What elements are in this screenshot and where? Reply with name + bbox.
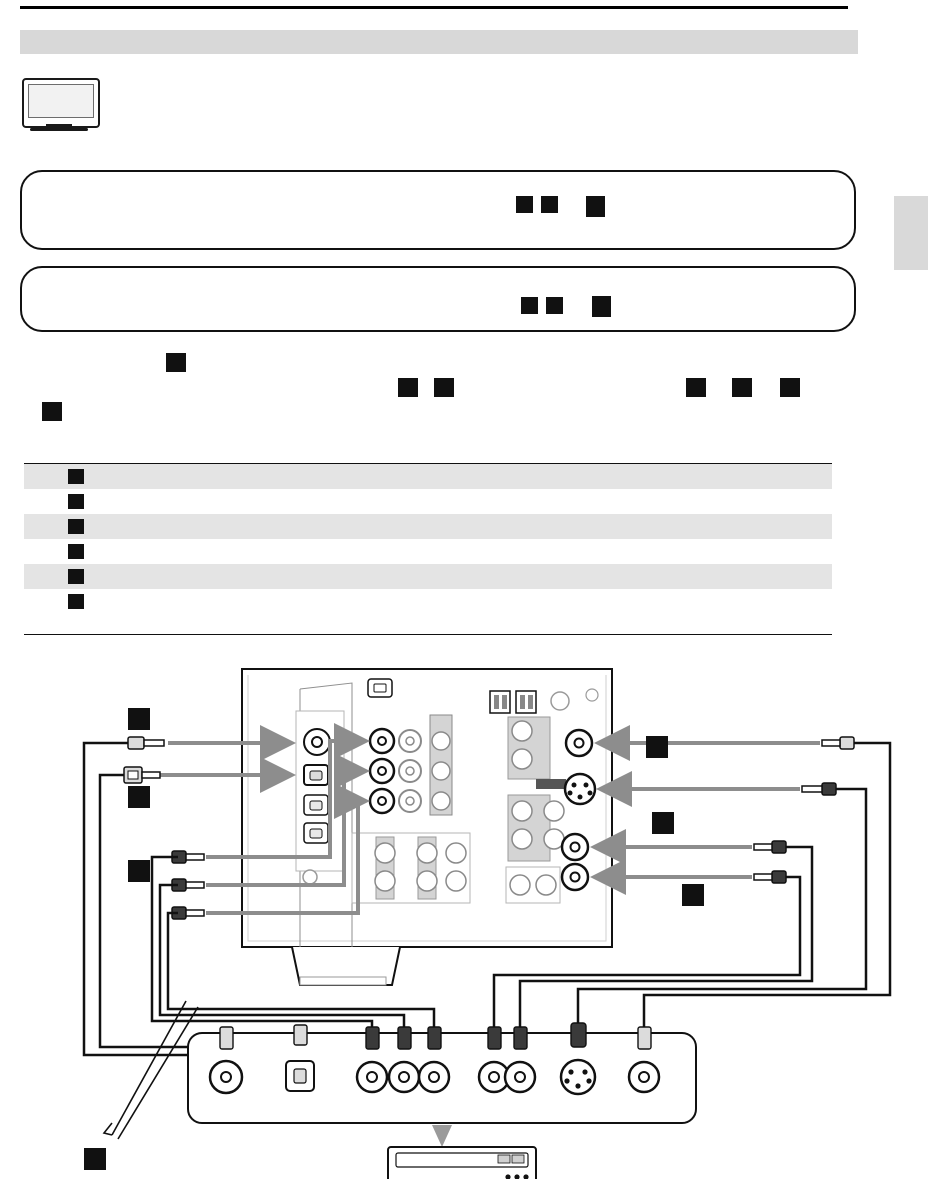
body-marker — [42, 402, 62, 421]
callout-e — [652, 812, 674, 834]
callout-c — [128, 860, 150, 882]
row-marker — [68, 544, 84, 559]
left-plugs — [124, 737, 204, 919]
note-marker — [546, 297, 563, 314]
note-box-1 — [20, 170, 856, 250]
table-row — [24, 489, 832, 514]
note-marker — [592, 296, 611, 317]
cable-group-right — [594, 743, 820, 877]
row-marker — [68, 594, 84, 609]
callout-g — [84, 1148, 106, 1170]
table-row — [24, 464, 832, 489]
row-marker — [68, 469, 84, 484]
row-marker — [68, 494, 84, 509]
body-marker — [166, 353, 186, 372]
section-header-band — [20, 30, 858, 54]
receiver-rear-panel — [242, 669, 612, 985]
page-side-tab — [894, 196, 928, 270]
tv-screen-inner — [28, 84, 94, 118]
vcr-rear-panel — [188, 1023, 696, 1123]
callout-f — [682, 884, 704, 906]
disc-player — [388, 1147, 536, 1179]
table-row — [24, 539, 832, 564]
body-marker — [732, 378, 752, 397]
spec-table — [24, 464, 832, 614]
table-row — [24, 514, 832, 539]
body-marker — [686, 378, 706, 397]
note-marker — [541, 196, 558, 213]
table-row — [24, 564, 832, 589]
table-row — [24, 589, 832, 614]
row-marker — [68, 569, 84, 584]
body-marker — [434, 378, 454, 397]
callout-b — [128, 786, 150, 808]
body-marker — [780, 378, 800, 397]
note-box-2 — [20, 266, 856, 332]
tv-screen — [22, 78, 100, 128]
tv-base — [30, 128, 88, 131]
note-marker — [521, 297, 538, 314]
row-marker — [68, 519, 84, 534]
table-bottom-rule — [24, 634, 832, 635]
connection-diagram — [0, 655, 948, 1179]
television-icon — [22, 78, 108, 136]
note-marker — [516, 196, 533, 213]
callout-a — [128, 708, 150, 730]
body-marker — [398, 378, 418, 397]
callout-d — [646, 736, 668, 758]
page-top-rule — [20, 6, 848, 9]
note-marker — [586, 196, 605, 217]
device-arrow — [432, 1125, 452, 1147]
right-plugs — [754, 737, 854, 883]
